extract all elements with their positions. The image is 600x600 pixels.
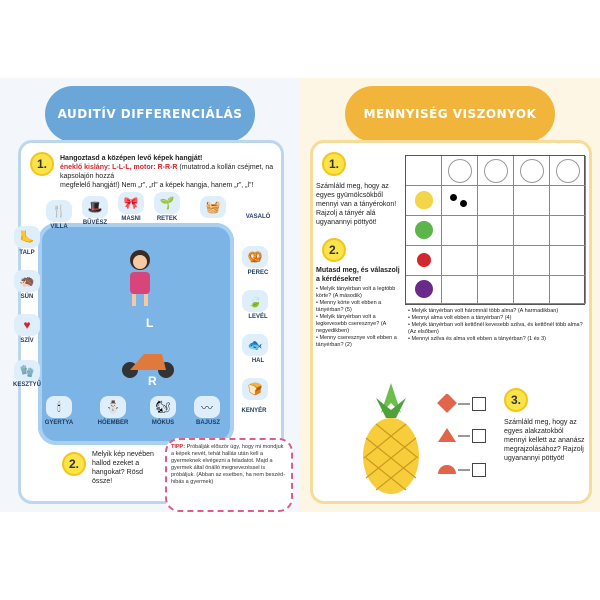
plate-1-icon [448,159,472,183]
singing-girl-icon [118,248,162,308]
plate-2-icon [484,159,508,183]
hedgehog-icon[interactable]: 🦔 [14,270,40,292]
tip-box: TIPP: Próbálják először úgy, hogy mi mondjuk a képek nevét, tehát hallás után kell a gyermeknek elvégezni a feladatot. Majd a gyermek által önálló megnevezéssel is próbáljuk. (Abban az esetben, ha nem beszéd-hibás a gyermek) [165,438,293,512]
answer-box-triangle[interactable] [472,429,486,443]
word-hoember: HÓEMBER [97,420,129,426]
r-task3-number: 3. [504,388,528,412]
dot-icon [460,200,467,207]
r-task3-instruction: Számláld meg, hogy az egyes alakzatokból mennyi kellett az ananász megrajzolásához? Rajzolj ugyanannyi pöttyöt! [504,419,585,462]
task1-number: 1. [30,152,54,176]
task2-number: 2. [62,452,86,476]
leaf-icon[interactable]: 🍃 [242,290,268,312]
plum-icon [415,280,433,298]
heart-icon[interactable]: ♥ [14,314,40,336]
task2-instruction: Melyik kép nevében hallod ezeket a hangokat? Rösd össze! [92,451,154,485]
mustache-icon[interactable]: 〰 [194,396,220,418]
pineapple-icon [356,378,426,498]
villa-icon[interactable]: 🍴 [46,200,72,222]
bread-icon[interactable]: 🍞 [242,378,268,400]
word-sun: SÜN [20,294,34,300]
dot-icon [450,194,457,201]
word-level: LEVÉL [248,314,268,320]
word-gyertya: GYERTYA [44,420,74,426]
word-masni: MASNI [121,216,141,222]
word-buvesz: BŰVÉSZ [82,220,108,226]
r-task2-questions-right: • Melyik tányérban volt háromnál több alma? (A harmadikban) • Mennyi alma volt ebben a tányérban? (4) • Melyik tányérban volt kettőnél kevesebb szilva, és kettőnél több alma? (Az elsőben) • Mennyi szilva és alma volt ebben a tányérban? (1 és 3) [408,308,583,342]
word-villa: VILLA [50,224,68,230]
word-kenyer: KENYÉR [241,408,267,414]
plate-4-icon [556,159,580,183]
r-task1-instruction: Számláld meg, hogy az egyes gyümölcsökből mennyi van a tányérokon! Rajzolj a tányér alá ugyanannyi pöttyöt! [316,183,397,226]
pretzel-icon[interactable]: 🥨 [242,246,268,268]
book-spread [0,78,600,512]
left-page-title: AUDITÍV DIFFERENCIÁLÁS [45,86,255,142]
right-page [300,78,600,512]
apple-icon [415,221,433,239]
foot-icon[interactable]: 🦶 [14,226,40,248]
r-task2-questions: • Melyik tányérban volt a legtöbb körte? (A második) • Menny körte volt ebben a tányérban? (5) • Melyik tányérban volt a legkevesebb cseresznye? (A negyedikben) • Menny cseresznye volt ebben a tányérban? (2) [316,286,397,348]
magician-icon[interactable]: 🎩 [82,196,108,218]
task1-instruction: Hangoztasd a középen levő képek hangját! éneklő kislány: L-L-L, motor: R-R-R (mutatrod.a kollán cséjmet, na kapsolajón hozzá megfelelő hangját!) Nem „r”, „rl” a képek hangja, hanem „r”, „l”! [60,155,274,189]
arrow-list [456,394,472,484]
word-talp: TALP [19,250,35,256]
answer-box-diamond[interactable] [472,397,486,411]
letter-l: L [146,316,154,330]
right-page-title: MENNYISÉG VISZONYOK [345,86,555,142]
r-task1-number: 1. [322,152,346,176]
word-sziv: SZÍV [20,338,34,344]
snowman-icon[interactable]: ⛄ [100,396,126,418]
word-retek: RETEK [156,216,178,222]
glove-icon[interactable]: 🧤 [14,360,40,382]
squirrel-icon[interactable]: 🐿 [150,396,176,418]
answer-box-semicircle[interactable] [472,463,486,477]
bow-icon[interactable]: 🎀 [118,192,144,214]
r-task2-number: 2. [322,238,346,262]
cherry-icon [417,253,431,267]
word-bajusz: BAJUSZ [195,420,220,426]
radish-icon[interactable]: 🌱 [154,192,180,214]
pear-icon [415,191,433,209]
word-vasalo: VASALÓ [245,214,271,220]
letter-r: R [148,374,157,388]
candle-icon[interactable]: 🕯 [46,396,72,418]
fish-icon[interactable]: 🐟 [242,334,268,356]
r-task2-title: Mutasd meg, és válaszolj a kérdésekre! [316,267,400,283]
word-kesztyu: KESZTYŰ [12,382,41,388]
word-mokus: MÓKUS [151,420,175,426]
fruit-grid [405,155,585,305]
plate-3-icon [520,159,544,183]
word-hal: HAL [251,358,265,364]
word-perec: PEREC [247,270,269,276]
iron-icon[interactable]: 🧺 [200,196,226,218]
